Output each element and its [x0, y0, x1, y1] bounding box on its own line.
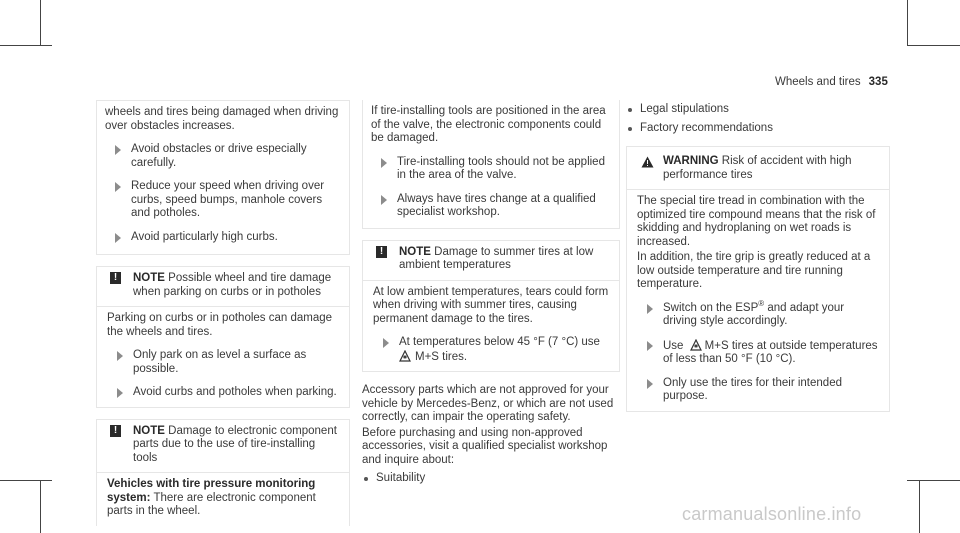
bullet-item: Legal stipulations: [626, 103, 890, 117]
note-heading: [107, 272, 339, 299]
page-number: 335: [868, 76, 888, 88]
note-label: NOTE: [399, 245, 431, 258]
note-continuation-box: [362, 100, 620, 229]
warning-heading: [637, 155, 879, 182]
note-heading: [107, 425, 339, 466]
crop-mark: [907, 480, 960, 481]
note-label: NOTE: [133, 272, 165, 284]
arrow-icon: [115, 145, 121, 155]
step: Switch on the ESP® and adapt your driving style accordingly.: [637, 302, 879, 329]
note-box: [96, 419, 350, 526]
snowflake-mountain-icon: [690, 339, 702, 351]
bullet-icon: [628, 127, 632, 131]
exclamation-icon: !: [110, 425, 121, 437]
arrow-icon: [647, 341, 653, 351]
arrow-icon: [115, 182, 121, 192]
paragraph: Accessory parts which are not approved for your vehicle by Mercedes-Benz, or which are not used correctly, can impair the operating safety.: [362, 384, 614, 423]
note-box: [96, 266, 350, 408]
snowflake-mountain-icon: [399, 350, 411, 362]
warning-title: Risk of accident with high performance tires: [663, 155, 852, 181]
crop-mark: [0, 480, 52, 481]
crop-mark: [907, 0, 908, 46]
note-continuation-text: If tire-installing tools are positioned in the area of the valve, the electronic components could be damaged.: [371, 105, 606, 144]
arrow-icon: [381, 158, 387, 168]
warning-box: [626, 146, 890, 412]
crop-mark: [40, 480, 41, 533]
arrow-icon: [115, 233, 121, 243]
arrow-icon: [383, 338, 389, 348]
column-1: [96, 100, 350, 526]
note-body: At low ambient temperatures, tears could form when driving with summer tires, causing permanent damage to the tires.: [373, 285, 609, 325]
bullet-item: Suitability: [362, 472, 620, 486]
warning-triangle-icon: [641, 156, 654, 168]
column-2: [362, 100, 620, 486]
column-3: [626, 100, 890, 412]
exclamation-icon: !: [110, 272, 121, 284]
step: Use M+S tires at outside temperatures of less than 50 °F (10 °C).: [637, 339, 879, 367]
note-body: Parking on curbs or in potholes can damage the wheels and tires.: [107, 312, 333, 338]
note-title: Damage to electronic component parts due to the use of tire-installing tools: [133, 424, 337, 464]
warning-body: The special tire tread in combination with the optimized tire compound means that the risk of skidding and hydroplaning on wet roads is increased.: [637, 195, 876, 248]
step: Avoid obstacles or drive especially carefully.: [105, 143, 339, 170]
step: Tire-installing tools should not be applied in the area of the valve.: [371, 156, 609, 183]
bullet-icon: [628, 108, 632, 112]
paragraph: Before purchasing and using non-approved accessories, visit a qualified specialist workshop and inquire about:: [362, 426, 608, 466]
arrow-icon: [381, 195, 387, 205]
crop-mark: [919, 480, 920, 533]
bullet-item: Factory recommendations: [626, 122, 890, 136]
step: Reduce your speed when driving over curbs, speed bumps, manhole covers and potholes.: [105, 180, 339, 221]
intro-text: wheels and tires being damaged when driving over obstacles increases.: [105, 106, 339, 132]
exclamation-icon: !: [376, 246, 387, 258]
arrow-icon: [647, 304, 653, 314]
warning-label: WARNING: [663, 155, 719, 167]
note-title: Possible wheel and tire damage when parking on curbs or in potholes: [133, 272, 332, 298]
step: Only park on as level a surface as possible.: [107, 349, 339, 376]
step: Only use the tires for their intended purpose.: [637, 377, 879, 404]
note-label: NOTE: [133, 424, 165, 437]
note-box: [362, 240, 620, 373]
note-title: Damage to summer tires at low ambient temperatures: [399, 245, 594, 271]
step: Avoid particularly high curbs.: [105, 231, 339, 245]
section-title: Wheels and tires: [775, 76, 861, 88]
step: Avoid curbs and potholes when parking.: [107, 386, 339, 400]
step: At temperatures below 45 °F (7 °C) use M+S tires.: [373, 336, 609, 364]
arrow-icon: [117, 351, 123, 361]
watermark: carmanualsonline.info: [682, 504, 862, 524]
crop-mark: [40, 0, 41, 46]
note-heading: [373, 246, 609, 273]
crop-mark: [907, 45, 960, 46]
running-header: [775, 76, 888, 90]
bullet-icon: [364, 477, 368, 481]
crop-mark: [0, 45, 52, 46]
warning-body: In addition, the tire grip is greatly reduced at a low outside temperature and tire running temperature.: [637, 251, 871, 290]
arrow-icon: [117, 388, 123, 398]
note-body: Vehicles with tire pressure monitoring system: There are electronic component parts in the wheel.: [107, 478, 316, 517]
procedure-box: [96, 100, 350, 255]
step: Always have tires change at a qualified specialist workshop.: [371, 193, 609, 220]
arrow-icon: [647, 379, 653, 389]
